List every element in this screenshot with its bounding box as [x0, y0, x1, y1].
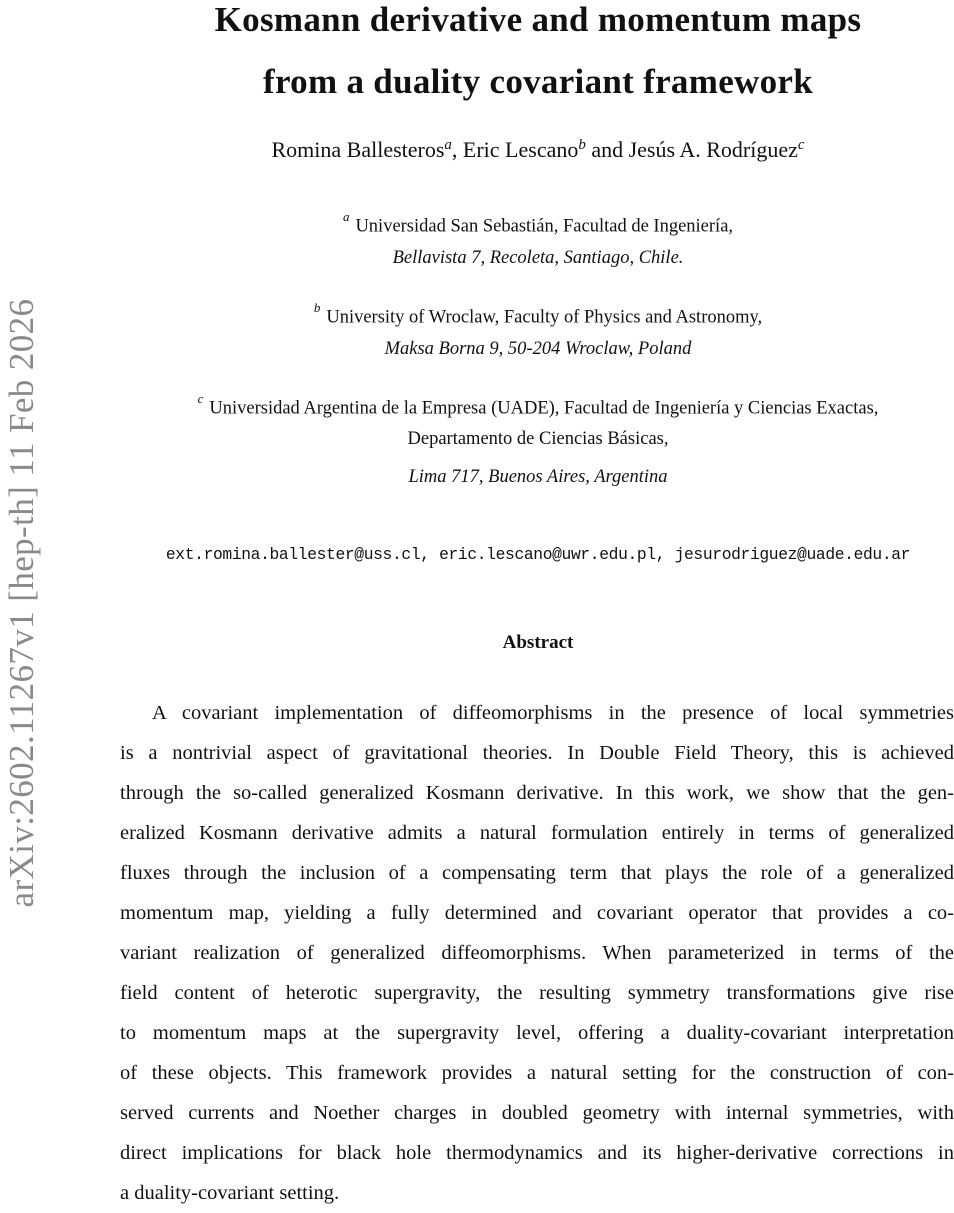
affiliation-mark: c	[197, 391, 204, 406]
affiliation-mark: a	[342, 209, 350, 224]
author-name: Eric Lescano	[462, 137, 579, 162]
affiliation-c-line-2: Departamento de Ciencias Básicas,	[407, 429, 669, 449]
author-list	[100, 137, 954, 163]
abstract-line: served currents and Noether charges in doubled geometry with internal symmetries, with	[120, 1102, 954, 1124]
abstract-line: of these objects. This framework provides a natural setting for the construction of con-	[120, 1062, 954, 1084]
affiliation-mark: b	[313, 300, 321, 315]
abstract-heading: Abstract	[502, 632, 574, 653]
abstract-line: eralized Kosmann derivative admits a natural formulation entirely in terms of generalized	[120, 822, 954, 844]
affiliation-text: Universidad Argentina de la Empresa (UADE), Facultad de Ingeniería y Ciencias Exactas,	[209, 398, 879, 419]
affiliation-mark: b	[578, 136, 586, 153]
author-name: Romina Ballesteros	[271, 137, 445, 162]
affiliation-mark: c	[797, 136, 805, 153]
affiliation-mark: a	[444, 136, 452, 153]
abstract-line: fluxes through the inclusion of a compensating term that plays the role of a generalized	[120, 862, 954, 884]
affiliation-a-line-2: Bellavista 7, Recoleta, Santiago, Chile.	[392, 248, 684, 268]
author-separator: and	[585, 137, 629, 162]
affiliation-text: University of Wroclaw, Faculty of Physics and Astronomy,	[326, 307, 763, 328]
abstract-line: variant realization of generalized diffeomorphisms. When parameterized in terms of the	[120, 942, 954, 964]
author-separator: ,	[451, 137, 463, 162]
affiliation-c-line-1	[100, 391, 954, 419]
author-emails: ext.romina.ballester@uss.cl, eric.lescano@uwr.edu.pl, jesurodriguez@uade.edu.ar	[165, 545, 911, 564]
abstract-line: A covariant implementation of diffeomorphisms in the presence of local symmetries	[152, 702, 954, 724]
abstract-line: field content of heterotic supergravity, the resulting symmetry transformations give rise	[120, 982, 954, 1004]
abstract-line: is a nontrivial aspect of gravitational theories. In Double Field Theory, this is achieved	[120, 742, 954, 764]
abstract-line: to momentum maps at the supergravity level, offering a duality-covariant interpretation	[120, 1022, 954, 1044]
abstract-line: a duality-covariant setting.	[120, 1182, 340, 1204]
paper-title-line-2: from a duality covariant framework	[262, 62, 814, 101]
author-name: Jesús A. Rodríguez	[628, 137, 798, 162]
affiliation-c-line-3: Lima 717, Buenos Aires, Argentina	[408, 467, 668, 487]
affiliation-b-line-2: Maksa Borna 9, 50-204 Wroclaw, Poland	[384, 339, 692, 359]
abstract-line: through the so-called generalized Kosmann derivative. In this work, we show that the gen-	[120, 782, 954, 804]
arxiv-identifier-stamp: arXiv:2602.11267v1 [hep-th] 11 Feb 2026	[2, 298, 41, 908]
paper-title-line-1: Kosmann derivative and momentum maps	[214, 0, 862, 39]
affiliation-a-line-1	[100, 209, 954, 237]
affiliation-text: Universidad San Sebastián, Facultad de Ingeniería,	[355, 216, 734, 237]
abstract-body	[120, 693, 954, 1213]
abstract-line: momentum map, yielding a fully determined and covariant operator that provides a co-	[120, 902, 954, 924]
affiliation-b-line-1	[100, 300, 954, 328]
abstract-line: direct implications for black hole thermodynamics and its higher-derivative corrections in	[120, 1142, 954, 1164]
